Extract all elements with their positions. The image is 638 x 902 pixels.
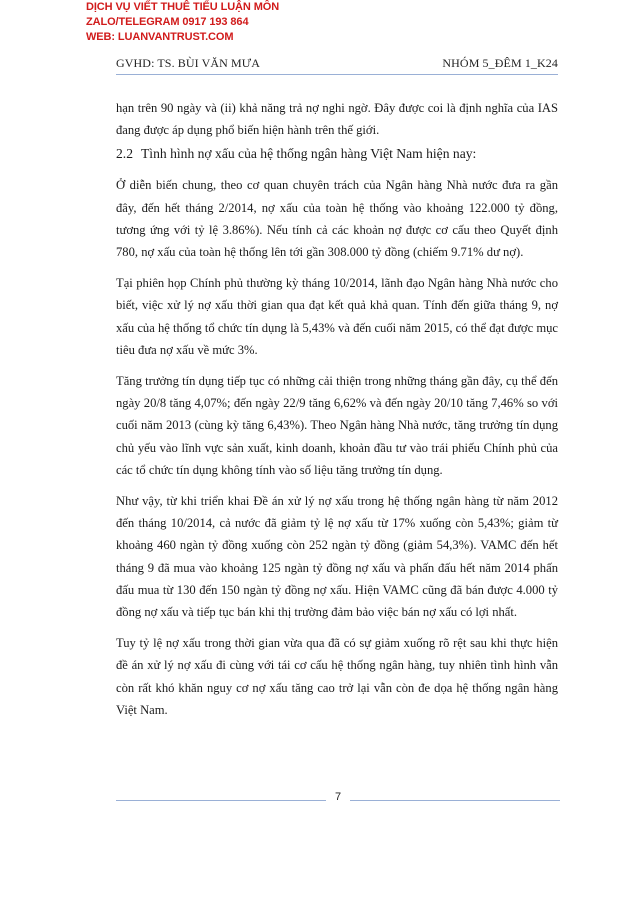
footer-rule-left — [116, 800, 326, 801]
watermark-line-1: DỊCH VỤ VIẾT THUÊ TIỂU LUẬN MÔN — [86, 1, 280, 13]
paragraph-2: Tại phiên họp Chính phủ thường kỳ tháng 10/2014, lãnh đạo Ngân hàng Nhà nước cho biết, việc xử lý nợ xấu thời gian qua đạt kết quả khả quan. Tính đến giữa tháng 9, nợ xấu của hệ thống tổ chức tín dụng là 5,43% và đến cuối năm 2015, có thể đạt được mục tiêu đưa nợ xấu về mức 3%. — [116, 276, 558, 357]
paragraph-1: Ở diễn biến chung, theo cơ quan chuyên trách của Ngân hàng Nhà nước đưa ra gần đây, đến hết tháng 2/2014, nợ xấu của toàn hệ thống vào khoảng 122.000 tỷ đồng, tương ứng với tỷ lệ 3.86%). Nếu tính cả các khoản nợ được cơ cấu theo Quyết định 780, nợ xấu của toàn hệ thống lên tới gần 308.000 tỷ đồng (chiếm 9.71% dư nợ). — [116, 178, 558, 260]
header-group: NHÓM 5_ĐÊM 1_K24 — [442, 56, 558, 70]
watermark — [86, 0, 279, 45]
watermark-line-3: WEB: LUANVANTRUST.COM — [86, 31, 234, 43]
watermark-line-2: ZALO/TELEGRAM 0917 193 864 — [86, 16, 249, 28]
page-number: 7 — [334, 791, 342, 803]
header-rule — [116, 74, 558, 75]
paragraph-5: Tuy tỷ lệ nợ xấu trong thời gian vừa qua đã có sự giảm xuống rõ rệt sau khi thực hiện đề án xử lý nợ xấu đi cùng với tái cơ cấu hệ thống ngân hàng, tuy nhiên tình hình vẫn còn rất khó khăn nguy cơ nợ xấu tăng cao trở lại vẫn còn đe dọa hệ thống ngân hàng Việt Nam. — [116, 636, 558, 717]
footer-rule-right — [350, 800, 560, 801]
section-heading — [116, 143, 558, 165]
section-number: 2.2 — [116, 146, 133, 162]
header-instructor: GVHD: TS. BÙI VĂN MƯA — [116, 56, 260, 70]
running-header — [116, 56, 558, 71]
page-body — [116, 97, 558, 721]
paragraph-4: Như vậy, từ khi triển khai Đề án xử lý nợ xấu trong hệ thống ngân hàng từ năm 2012 đến tháng 10/2014, cả nước đã giảm tỷ lệ nợ xấu từ 17% xuống còn 5,43%; giảm từ khoảng 460 ngàn tỷ đồng xuống còn 252 ngàn tỷ đồng (giảm 54,3%). VAMC đến hết tháng 9 đã mua vào khoảng 125 ngàn tỷ đồng nợ xấu và phấn đấu hết năm 2014 phấn đấu mua từ 130 đến 150 ngàn tỷ đồng nợ xấu. Hiện VAMC cũng đã bán được 4.000 tỷ đồng nợ xấu và tiếp tục bán khi thị trường đảm bảo việc bán nợ xấu có lợi nhất. — [116, 494, 558, 620]
section-title: Tình hình nợ xấu của hệ thống ngân hàng Việt Nam hiện nay: — [141, 146, 477, 162]
paragraph-3: Tăng trưởng tín dụng tiếp tục có những cải thiện trong những tháng gần đây, cụ thể đến ngày 20/8 tăng 4,07%; đến ngày 22/9 tăng 6,62% và đến ngày 20/10 tăng 7,46% so với cuối năm 2013 (cùng kỳ tăng 6,43%). Theo Ngân hàng Nhà nước, tăng trưởng tín dụng chủ yếu vào lĩnh vực sản xuất, kinh doanh, khoản đầu tư vào trái phiếu Chính phủ của các tổ chức tín dụng không tính vào số liệu tăng trưởng tín dụng. — [116, 374, 558, 477]
intro-paragraph: hạn trên 90 ngày và (ii) khả năng trả nợ nghi ngờ. Đây được coi là định nghĩa của IAS đang được áp dụng phổ biến hiện hành trên thế giới. — [116, 101, 558, 138]
